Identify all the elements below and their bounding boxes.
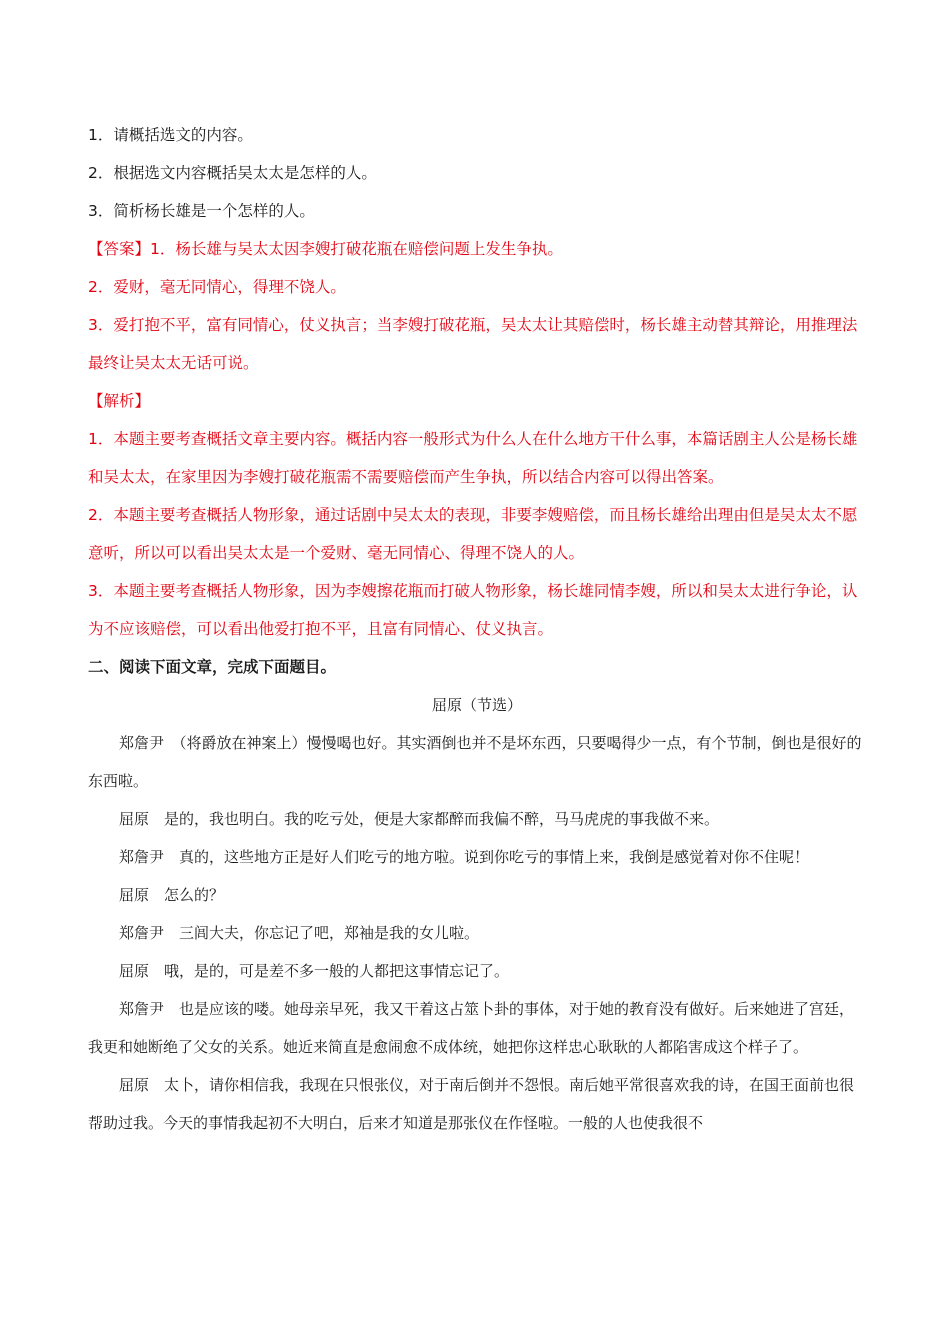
question-number: 3． [88, 202, 114, 220]
dialogue-line: 郑詹尹 真的，这些地方正是好人们吃亏的地方啦。说到你吃亏的事情上来，我倒是感觉着对你不住呢！ [119, 848, 810, 866]
analysis-3: 3．本题主要考查概括人物形象，因为李嫂擦花瓶而打破人物形象，杨长雄同情李嫂，所以和吴太太进行争论，认为不应该赔偿，可以看出他爱打抱不平，且富有同情心、仗义执言。 [88, 582, 858, 638]
answer-3: 3．爱打抱不平，富有同情心，仗义执言；当李嫂打破花瓶，吴太太让其赔偿时，杨长雄主动替其辩论，用推理法最终让吴太太无话可说。 [88, 316, 858, 372]
dialogue-line: 屈原 哦，是的，可是差不多一般的人都把这事情忘记了。 [119, 962, 510, 980]
question-2 [88, 154, 866, 192]
answer-2: 2．爱财，毫无同情心，得理不饶人。 [88, 278, 346, 296]
answer-1 [88, 230, 866, 268]
document-content [88, 116, 866, 1142]
analysis-label: 【解析】 [88, 392, 151, 410]
question-number: 1． [88, 126, 114, 144]
analysis-2: 2．本题主要考查概括人物形象，通过话剧中吴太太的表现，非要李嫂赔偿，而且杨长雄给出理由但是吴太太不愿意听，所以可以看出吴太太是一个爱财、毫无同情心、得理不饶人的人。 [88, 506, 858, 562]
dialogue-line: 屈原 太卜，请你相信我，我现在只恨张仪，对于南后倒并不怨恨。南后她平常很喜欢我的诗，在国王面前也很帮助过我。今天的事情我起初不大明白，后来才知道是那张仪在作怪啦。一般的人也使我很不 [88, 1076, 855, 1132]
dialogue-line: 郑詹尹 三闾大夫，你忘记了吧，郑袖是我的女儿啦。 [119, 924, 480, 942]
question-number: 2． [88, 164, 114, 182]
question-text: 请概括选文的内容。 [113, 126, 253, 144]
dialogue-line: 屈原 是的，我也明白。我的吃亏处，便是大家都醉而我偏不醉，马马虎虎的事我做不来。 [119, 810, 720, 828]
dialogue-line: 郑詹尹 （将爵放在神案上）慢慢喝也好。其实酒倒也并不是坏东西，只要喝得少一点，有个节制，倒也是很好的东西啦。 [88, 734, 862, 790]
analysis-1: 1．本题主要考查概括文章主要内容。概括内容一般形式为什么人在什么地方干什么事，本篇话剧主人公是杨长雄和吴太太，在家里因为李嫂打破花瓶需不需要赔偿而产生争执，所以结合内容可以得出答案。 [88, 430, 858, 486]
passage-title: 屈原（节选） [431, 696, 522, 714]
question-1 [88, 116, 866, 154]
answer-text: 1．杨长雄与吴太太因李嫂打破花瓶在赔偿问题上发生争执。 [150, 240, 563, 258]
section-heading: 二、阅读下面文章，完成下面题目。 [88, 658, 337, 676]
question-text: 根据选文内容概括吴太太是怎样的人。 [113, 164, 377, 182]
dialogue-line: 屈原 怎么的？ [119, 886, 225, 904]
question-3 [88, 192, 866, 230]
question-text: 简析杨长雄是一个怎样的人。 [113, 202, 315, 220]
answer-label: 【答案】 [88, 240, 151, 258]
dialogue-line: 郑詹尹 也是应该的喽。她母亲早死，我又干着这占筮卜卦的事体，对于她的教育没有做好。后来她进了宫廷，我更和她断绝了父女的关系。她近来简直是愈闹愈不成体统，她把你这样忠心耿耿的人都陷害成这个样子了。 [88, 1000, 855, 1056]
